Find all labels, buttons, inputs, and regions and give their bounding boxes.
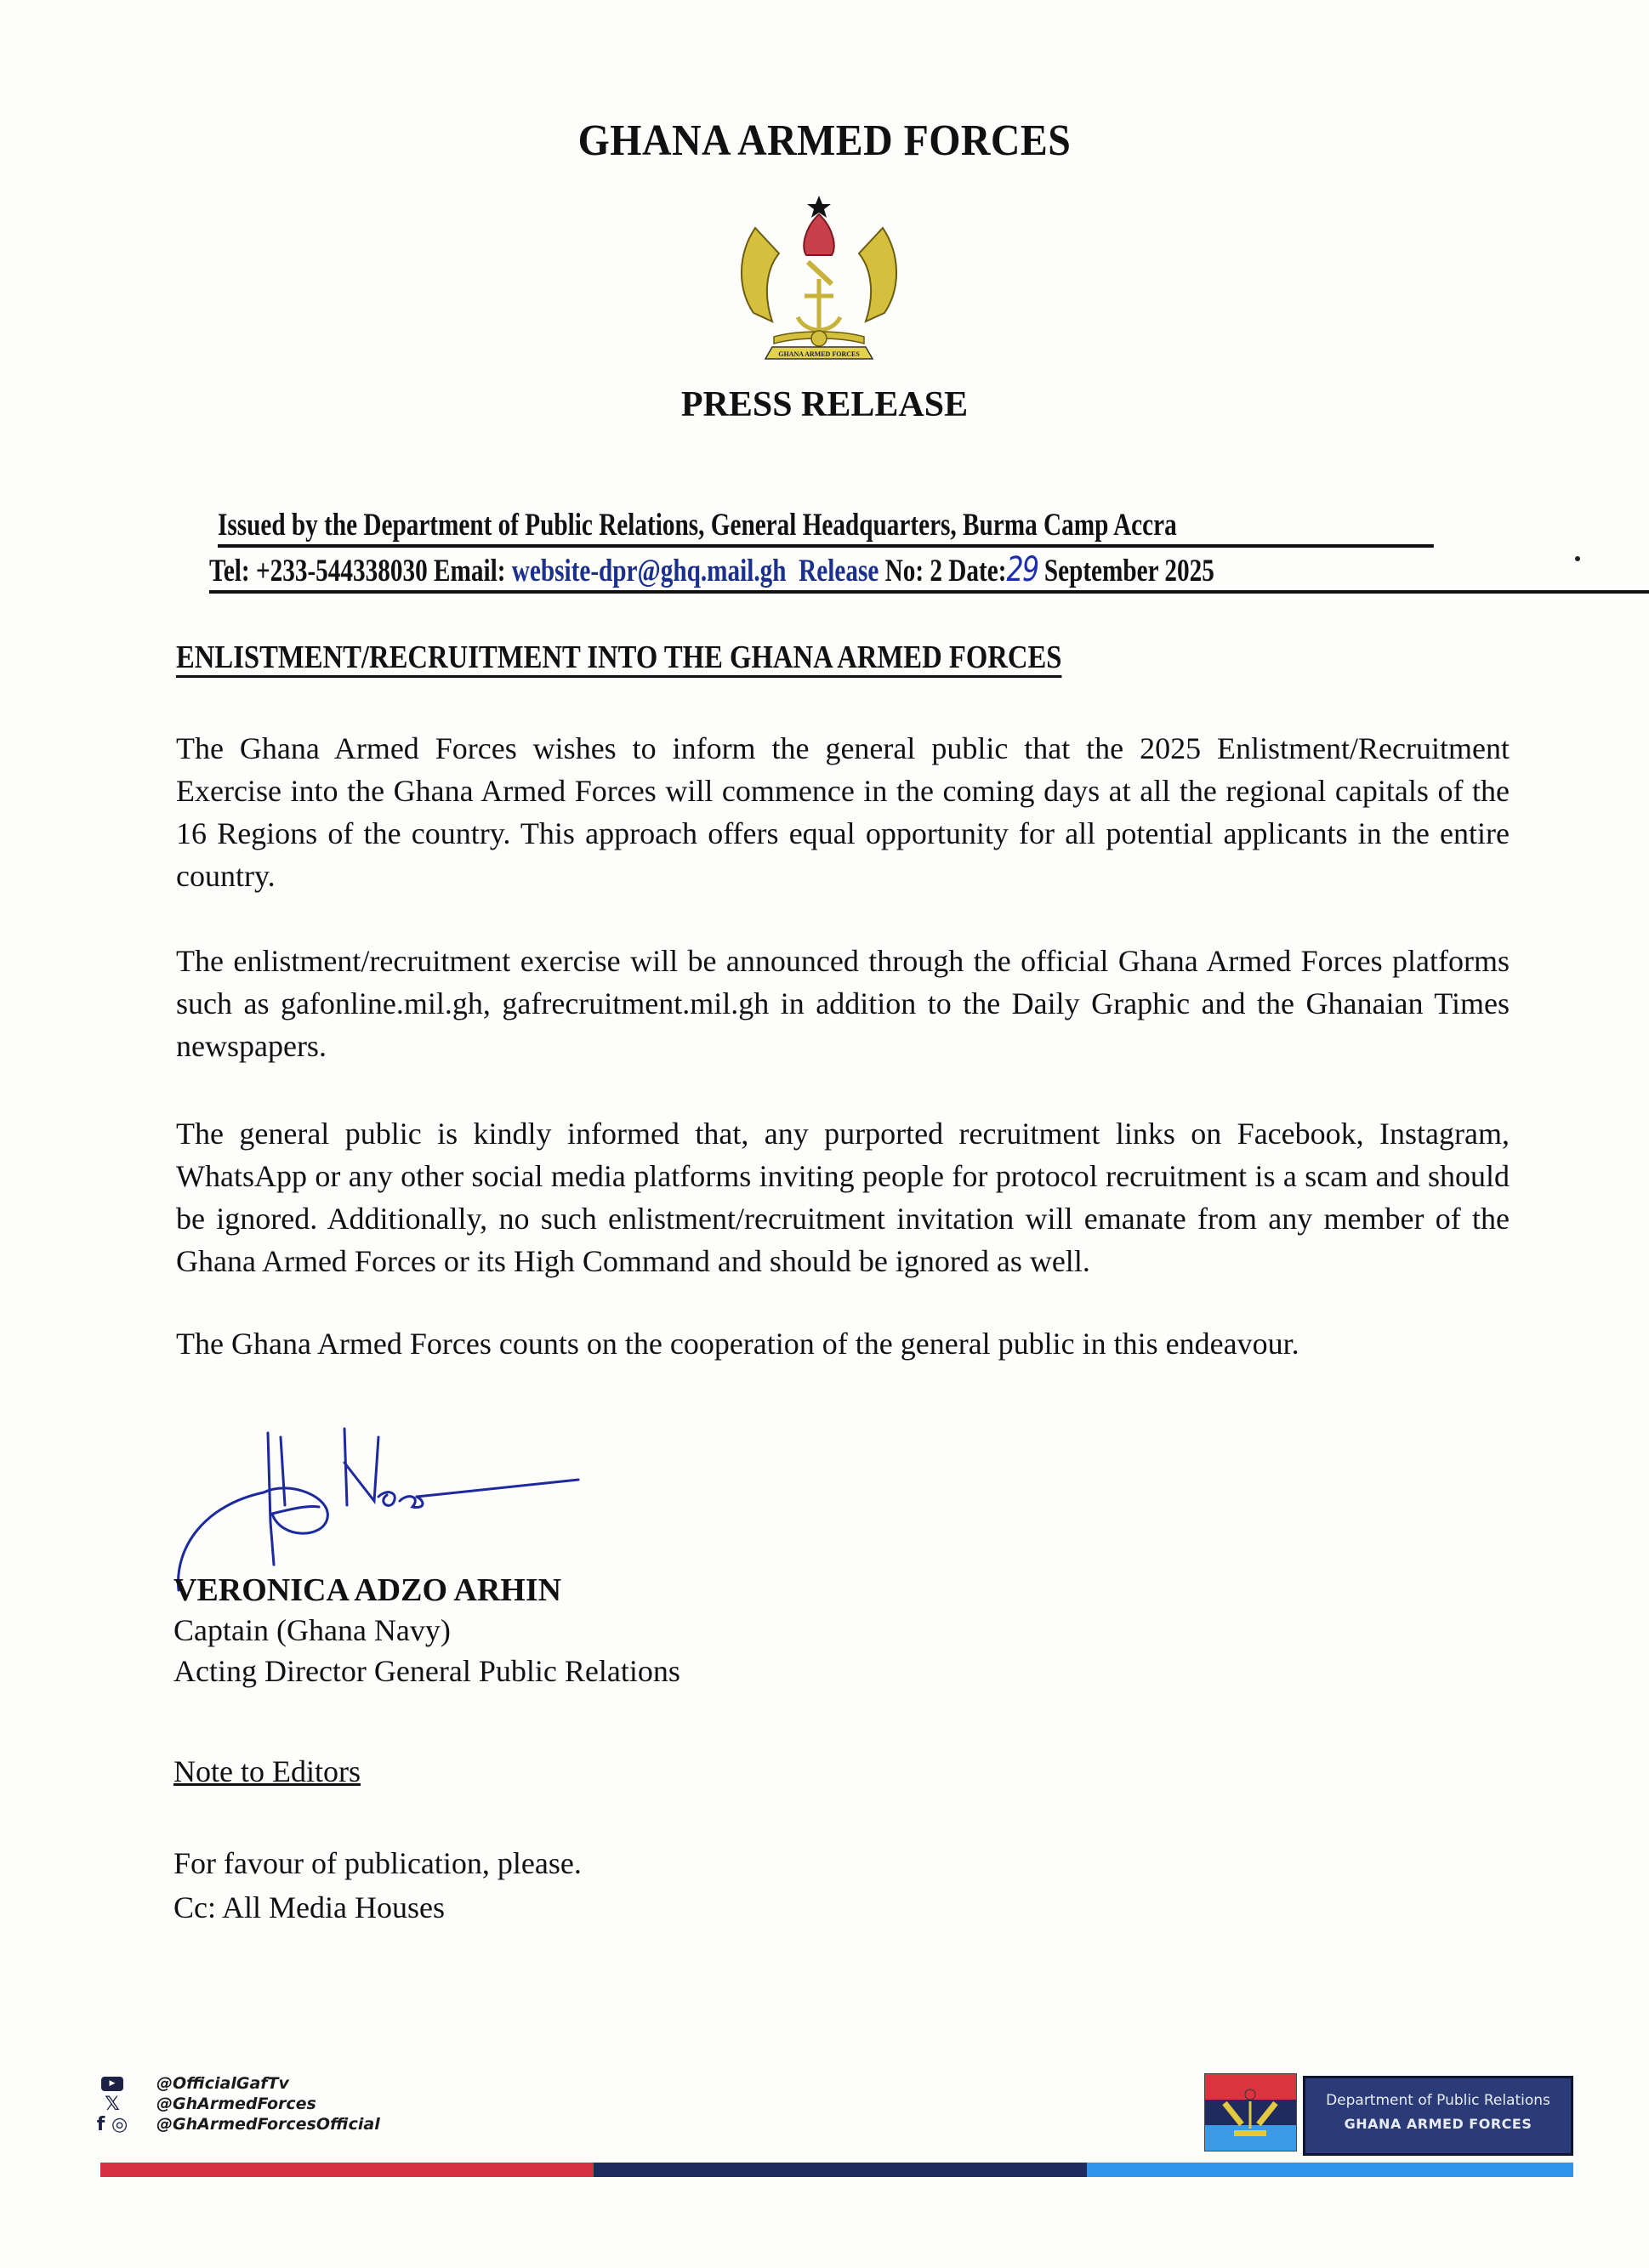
scan-speck: [1575, 556, 1580, 561]
x-twitter-icon: 𝕏: [105, 2093, 120, 2115]
social-row-facebook-instagram: [96, 2113, 380, 2135]
subject-heading: ENLISTMENT/RECRUITMENT INTO THE GHANA ARMED FORCES: [176, 639, 1061, 678]
signatory-rank: Captain (Ghana Navy): [173, 1613, 451, 1647]
body-paragraph: The Ghana Armed Forces wishes to inform the general public that the 2025 Enlistment/Recruitment Exercise into the Ghana Armed Forces will commence in the coming days at all the regional capitals of the 16 Regions of the country. This approach offers equal opportunity for all potential applicants in the entire country.: [176, 731, 1510, 893]
mini-crest-icon: [1220, 2086, 1280, 2140]
ghana-armed-forces-crest-icon: [713, 194, 925, 364]
issued-by-line: Issued by the Department of Public Relations, General Headquarters, Burma Camp Accra: [218, 507, 1434, 548]
svg-text:GHANA ARMED FORCES: GHANA ARMED FORCES: [778, 350, 860, 358]
social-row-youtube: [99, 2073, 380, 2094]
youtube-icon: ▶: [99, 2077, 126, 2091]
department-org: GHANA ARMED FORCES: [1344, 2116, 1532, 2132]
footer-band-navy: [594, 2163, 1087, 2177]
tel-label: Tel: +233-544338030 Email:: [209, 554, 512, 588]
contact-line: [209, 551, 1649, 594]
footer-band-sky: [1087, 2163, 1573, 2177]
release-number-date: No: 2 Date:: [879, 554, 1007, 588]
social-row-x: [99, 2094, 380, 2114]
note-to-editors-heading: Note to Editors: [173, 1754, 361, 1788]
social-handle[interactable]: @GhArmedForcesOfficial: [156, 2115, 380, 2134]
publication-request: For favour of publication, please.: [173, 1846, 582, 1880]
body-paragraph: The general public is kindly informed that, any purported recruitment links on Facebook, Instagram, WhatsApp or any other social media platforms inviting people for protocol recruitment is a scam and should be ignored. Additionally, no such enlistment/recruitment invitation will emanate from any member of the Ghana Armed Forces or its High Command and should be ignored as well.: [176, 1117, 1510, 1278]
cc-line: Cc: All Media Houses: [173, 1890, 445, 1924]
body-paragraph: The enlistment/recruitment exercise will be announced through the official Ghana Armed Forces platforms such as gafonline.mil.gh, gafrecruitment.mil.gh in addition to the Daily Graphic and the Ghanaian Times newspapers.: [176, 944, 1510, 1063]
social-handle[interactable]: @GhArmedForces: [156, 2095, 316, 2113]
date-month-year: September 2025: [1038, 554, 1214, 588]
handwritten-date-day: 29: [1006, 550, 1038, 589]
signatory-title: Acting Director General Public Relations: [173, 1654, 680, 1688]
handwritten-signature: [170, 1412, 587, 1594]
release-label: Release: [799, 554, 879, 588]
facebook-instagram-icon: f ◎: [96, 2113, 128, 2135]
email-link[interactable]: website-dpr@ghq.mail.gh: [511, 554, 787, 588]
body-paragraph: The Ghana Armed Forces counts on the cooperation of the general public in this endeavour.: [176, 1327, 1299, 1361]
signatory-name: VERONICA ADZO ARHIN: [173, 1572, 562, 1608]
department-badge: [1303, 2076, 1573, 2156]
department-name: Department of Public Relations: [1326, 2092, 1550, 2109]
social-media-handles: [96, 2073, 380, 2135]
footer-band-red: [100, 2163, 594, 2177]
social-handle[interactable]: @OfficialGafTv: [156, 2074, 289, 2093]
organization-title: GHANA ARMED FORCES: [577, 117, 1072, 165]
gaf-flag-logo: [1204, 2073, 1297, 2151]
document-type-title: PRESS RELEASE: [680, 385, 969, 424]
